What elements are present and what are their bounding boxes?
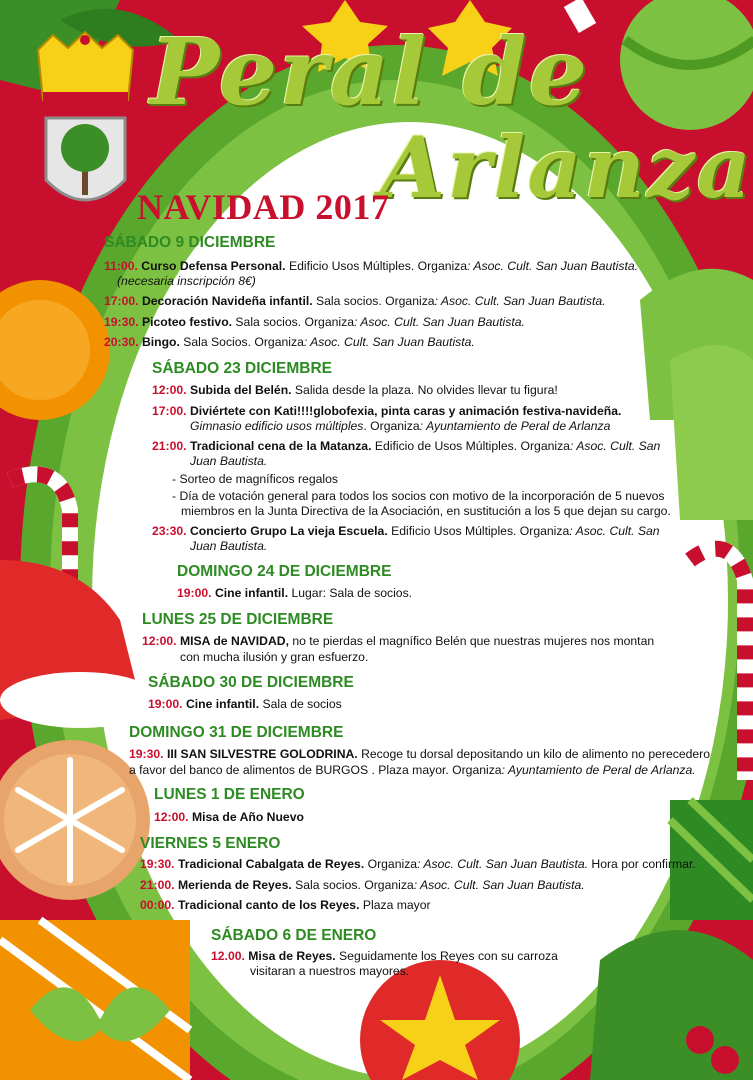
event-line: 21:00. Tradicional cena de la Matanza. Edificio de Usos Múltiples. Organiza: Asoc. Cult. San	[152, 439, 661, 453]
event-line: 23:30. Concierto Grupo La vieja Escuela. Edificio Usos Múltiples. Organiza: Asoc. Cult. San	[152, 524, 660, 538]
day-heading: LUNES 1 DE ENERO	[154, 786, 305, 803]
title-line-2: Arlanza	[380, 118, 753, 217]
event-line: 19:30. Tradicional Cabalgata de Reyes. Organiza: Asoc. Cult. San Juan Bautista. Hora por confirmar.	[140, 857, 696, 871]
event-line: 21:00. Merienda de Reyes. Sala socios. Organiza: Asoc. Cult. San Juan Bautista.	[140, 878, 585, 892]
event-line: 19:30. Picoteo festivo. Sala socios. Organiza: Asoc. Cult. San Juan Bautista.	[104, 315, 525, 329]
event-line: 20:30. Bingo. Sala Socios. Organiza: Asoc. Cult. San Juan Bautista.	[104, 335, 475, 349]
event-line: 12:00. Misa de Año Nuevo	[154, 810, 304, 824]
day-heading: LUNES 25 DE DICIEMBRE	[142, 611, 334, 628]
event-line: 17:00. Diviértete con Kati!!!!globofexia, pinta caras y animación festiva-navideña.	[152, 404, 622, 418]
event-note: Juan Bautista.	[190, 454, 268, 468]
event-line: 12:00. Subida del Belén. Salida desde la plaza. No olvides llevar tu figura!	[152, 383, 558, 397]
day-heading: SÁBADO 30 DE DICIEMBRE	[148, 674, 354, 691]
event-line: 12:00. MISA de NAVIDAD, no te pierdas el magnífico Belén que nuestras mujeres nos montan	[142, 634, 655, 648]
day-heading: SÁBADO 23 DICIEMBRE	[152, 360, 332, 377]
event-note: a favor del banco de alimentos de BURGOS . Plaza mayor. Organiza: Ayuntamiento de Peral de Arlanza.	[129, 763, 696, 777]
event-note: (necesaria inscripción 8€)	[117, 274, 256, 288]
event-note: Gimnasio edificio usos múltiples. Organiza: Ayuntamiento de Peral de Arlanza	[190, 419, 611, 433]
event-line: 11:00. Curso Defensa Personal. Edificio Usos Múltiples. Organiza: Asoc. Cult. San Juan Bautista.	[104, 259, 639, 273]
event-bullet: - Día de votación general para todos los socios con motivo de la incorporación de 5 nuevos	[172, 489, 665, 503]
event-line: 19:30. III SAN SILVESTRE GOLODRINA. Recoge tu dorsal depositando un kilo de alimento no perecedero	[129, 747, 711, 761]
day-heading: SÁBADO 9 DICIEMBRE	[104, 234, 276, 251]
subtitle-navidad: NAVIDAD 2017	[137, 187, 390, 227]
day-heading: SÁBADO 6 DE ENERO	[211, 927, 377, 944]
event-bullet: miembros en la Junta Directiva de la Asociación, en sustitución a los 5 que dejan su cargo.	[181, 504, 671, 518]
event-note: Juan Bautista.	[190, 539, 268, 553]
event-note: visitaran a nuestros mayores.	[250, 964, 410, 978]
day-heading: DOMINGO 31 DE DICIEMBRE	[129, 724, 344, 741]
day-heading: DOMINGO 24 DE DICIEMBRE	[177, 563, 392, 580]
event-note: con mucha ilusión y gran esfuerzo.	[180, 650, 369, 664]
event-line: 12.00. Misa de Reyes. Seguidamente los Reyes con su carroza	[211, 949, 558, 963]
event-line: 19:00. Cine infantil. Sala de socios	[148, 697, 342, 711]
event-line: 00:00. Tradicional canto de los Reyes. Plaza mayor	[140, 898, 431, 912]
event-line: 17:00. Decoración Navideña infantil. Sala socios. Organiza: Asoc. Cult. San Juan Bautista.	[104, 294, 606, 308]
event-bullet: - Sorteo de magníficos regalos	[172, 472, 338, 486]
event-line: 19:00. Cine infantil. Lugar: Sala de socios.	[177, 586, 413, 600]
day-heading: VIERNES 5 ENERO	[140, 835, 281, 852]
title-line-1: Peral de	[150, 18, 590, 126]
